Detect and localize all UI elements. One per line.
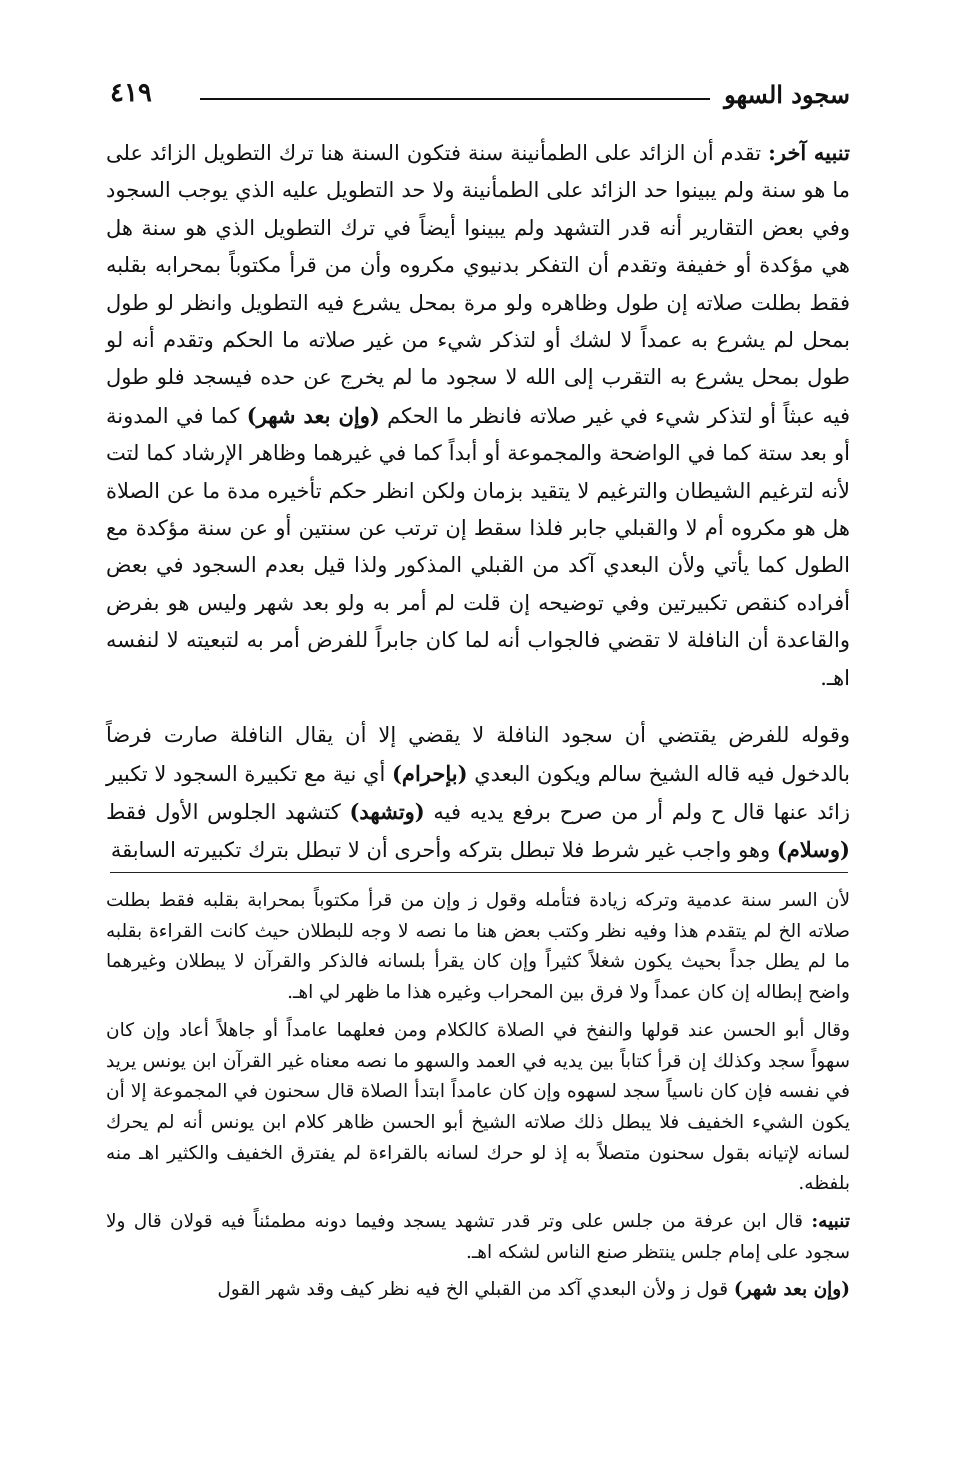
paragraph-2-text-cont: أي نية مع تكبيرة السجود لا تكبير زائد عنها قال ح ولم أر من صرح برفع يديه فيه bbox=[106, 761, 850, 824]
main-text bbox=[106, 134, 850, 870]
paragraph-2-text-cont3: وهو واجب غير شرط فلا تبطل بتركه وأحرى أن لا تبطل بترك تكبيرته السابقة bbox=[110, 838, 777, 863]
note-4 bbox=[106, 1275, 850, 1306]
chapter-title: سجود السهو bbox=[724, 80, 850, 109]
running-header bbox=[110, 78, 850, 112]
note-1: لأن السر سنة عدمية وتركه زيادة فتأمله وقول ز وإن من قرأ مكتوباً بمحرابة بقلبه فقط بطلت صلاته الخ لم يتقدم هذا وفيه نظر وكتب بعض هنا ما نصه لا وجه للبطلان حيث كانت القراءة بقلبه ما لم يطل جداً بحيث يكون شغلاً كثيراً وإن كان يقرأ بلسانه فالذكر والقرآن لا يبطلان وغيرهما واضح إبطاله إن كان عمداً ولا فرق بين المحراب وغيره هذا ما ظهر لي اهـ. bbox=[106, 890, 850, 1004]
note-4-text: قول ز ولأن البعدي آكد من القبلي الخ فيه نظر كيف وقد شهر القول bbox=[217, 1279, 734, 1301]
paragraph-2-text-cont2: كتشهد الجلوس الأول فقط bbox=[106, 799, 350, 824]
note-4-heading: (وإن بعد شهر) bbox=[733, 1279, 850, 1301]
header-rule bbox=[200, 98, 710, 100]
note-3-heading: تنبيه: bbox=[811, 1211, 850, 1233]
matn-quote-wa-salam: (وسلام) bbox=[776, 837, 850, 863]
matn-quote-wa-tashahhud: (وتشهد) bbox=[349, 798, 425, 824]
note-3-text: قال ابن عرفة من جلس على وتر قدر تشهد يسجد وفيما دونه مطمئناً فيه قولان قال ولا سجود على إمام جلس ينتظر صنع الناس لشكه اهـ. bbox=[106, 1211, 850, 1263]
matn-quote-wa-in-bad-shahr: (وإن بعد شهر) bbox=[246, 402, 380, 428]
paragraph-1 bbox=[106, 134, 850, 697]
tanbih-akhar-heading: تنبيه آخر: bbox=[768, 140, 850, 165]
note-3 bbox=[106, 1207, 850, 1268]
paragraph-1-text-cont: كما في المدونة أو بعد ستة كما في الواضحة والمجموعة أو أبداً كما في غيرهما وظاهر الإرشاد كما لتت لأنه لترغيم الشيطان والترغيم لا يتقيد بزمان ولكن انظر حكم تأخيره مدة ما عن الصلاة هل هو مكروه أم لا والقبلي جابر فلذا سقط إن ترتب عن سنتين أو عن سنة مؤكدة مع الطول كما يأتي ولأن البعدي آكد من القبلي المذكور ولذا قيل بعدم السجود في بعض أفراده كنقص تكبيرتين وفي توضيحه إن قلت لم أمر به ولو بعد شهر وليس هو بفرض والقاعدة أن النافلة لا تقضي فالجواب أنه لما كان جابراً للفرض أمر به لتبعيته لا لنفسه اهـ. bbox=[106, 403, 850, 690]
paragraph-2 bbox=[106, 717, 850, 870]
paragraph-1-text: تقدم أن الزائد على الطمأنينة سنة فتكون السنة هنا ترك التطويل الزائد على ما هو سنة ولم يبينوا حد الزائد على الطمأنينة ولا حد التطويل عليه الذي يوجب السجود وفي بعض التقارير أنه قدر التشهد ولم يبينوا أيضاً في ترك التطويل الذي هو سنة هل هي مؤكدة أو خفيفة وتقدم أن التفكر بدنيوي مكروه وأن من قرأ مكتوباً بمحرابه بقلبه فقط بطلت صلاته إن طول وظاهره ولو مرة بمحل يشرع فيه التطويل وانظر لو طول بمحل لم يشرع به عمداً لا لشك أو لتذكر شيء من غير صلاته ما الحكم وتقدم أنه لو طول بمحل يشرع به التقرب إلى الله لا سجود ما لم يخرج عن حده فيسجد فلو طول فيه عبثاً أو لتذكر شيء في غير صلاته فانظر ما الحكم bbox=[106, 141, 850, 428]
paragraph-2-text: وقوله للفرض يقتضي أن سجود النافلة لا يقضي إلا أن يقال النافلة صارت فرضاً بالدخول فيه قاله الشيخ سالم ويكون البعدي bbox=[106, 723, 850, 786]
page-number: ٤١٩ bbox=[110, 78, 152, 108]
matn-quote-bi-ihram: (بإحرام) bbox=[392, 760, 468, 786]
footnotes bbox=[106, 886, 850, 1313]
note-2: وقال أبو الحسن عند قولها والنفخ في الصلاة كالكلام ومن فعلهما عامداً أو جاهلاً أعاد وإن كان سهواً سجد وكذلك إن قرأ كتاباً بين يديه في العمد والسهو ما نصه معناه غير القرآن ابن يونس يريد في نفسه فإن كان ناسياً سجد لسهوه وإن كان عامداً ابتدأ الصلاة قال سحنون في المجموعة إلا أن يكون الشيء الخفيف فلا يبطل ذلك صلاته الشيخ أبو الحسن ظاهر كلام ابن يونس أنه لم يحرك لسانه لإتيانه بقول سحنون متصلاً به إذ لو حرك لسانه بالقراءة لم يفترق الخفيف والكثير اهـ منه بلفظه. bbox=[106, 1019, 850, 1195]
footnote-separator bbox=[110, 872, 848, 873]
